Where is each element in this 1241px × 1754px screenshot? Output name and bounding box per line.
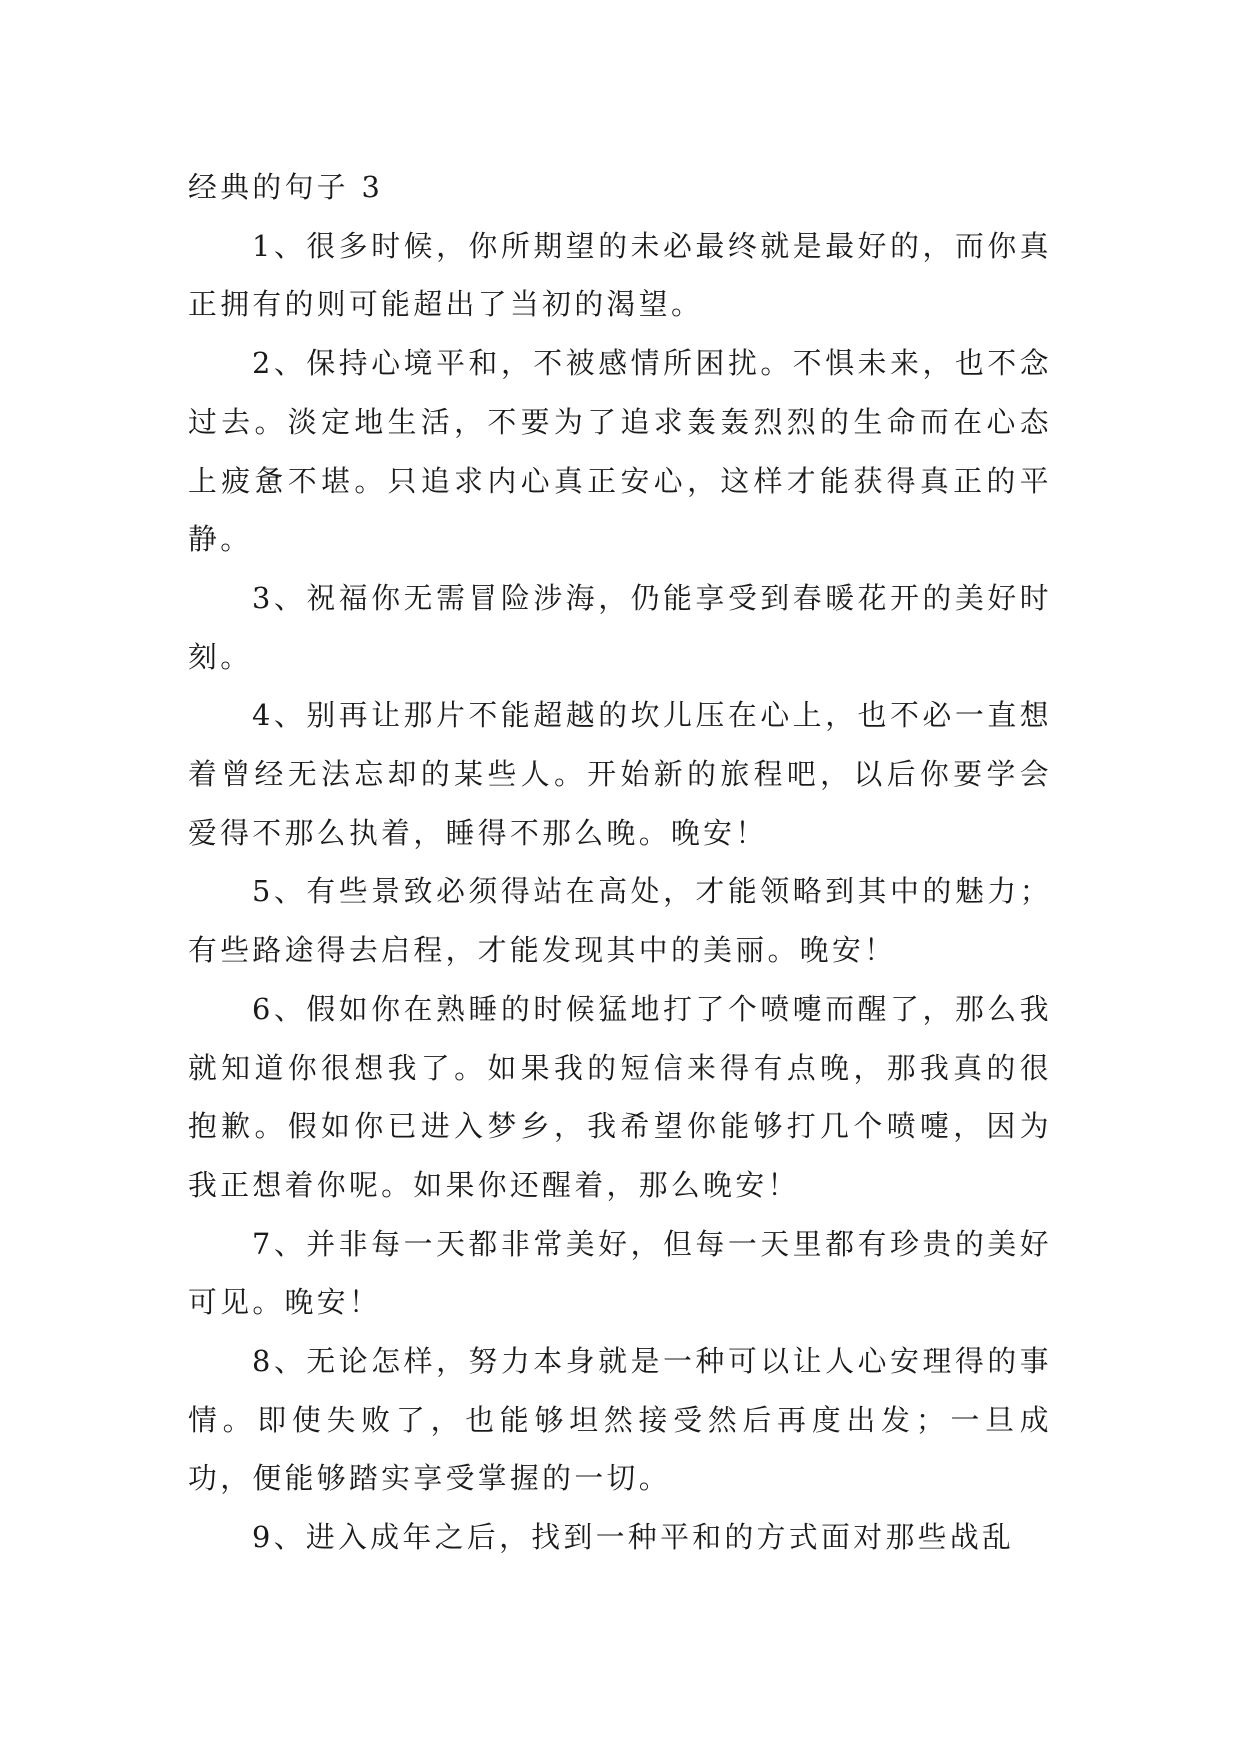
paragraph-3: 3、祝福你无需冒险涉海，仍能享受到春暖花开的美好时刻。 [188,580,1052,674]
paragraph-6: 6、假如你在熟睡的时候猛地打了个喷嚏而醒了，那么我就知道你很想我了。如果我的短信来得有点晚，那我真的很抱歉。假如你已进入梦乡，我希望你能够打几个喷嚏，因为我正想着你呢。如果你还醒着，那么晚安！ [188,991,1052,1202]
paragraph-9: 9、进入成年之后，找到一种平和的方式面对那些战乱 [252,1520,1015,1555]
document-body [188,158,1052,1567]
paragraph-8: 8、无论怎样，努力本身就是一种可以让人心安理得的事情。即使失败了，也能够坦然接受然后再度出发；一旦成功，便能够踏实享受掌握的一切。 [188,1344,1052,1496]
paragraph-7: 7、并非每一天都非常美好，但每一天里都有珍贵的美好可见。晚安！ [188,1226,1052,1320]
paragraph-2: 2、保持心境平和，不被感情所困扰。不惧未来，也不念过去。淡定地生活，不要为了追求轰轰烈烈的生命而在心态上疲惫不堪。只追求内心真正安心，这样才能获得真正的平静。 [188,346,1052,557]
paragraph-1: 1、很多时候，你所期望的未必最终就是最好的，而你真正拥有的则可能超出了当初的渴望。 [188,228,1052,322]
document-title: 经典的句子 3 [188,170,384,204]
paragraph-5: 5、有些景致必须得站在高处，才能领略到其中的魅力；有些路途得去启程，才能发现其中的美丽。晚安！ [188,874,1052,968]
paragraph-4: 4、别再让那片不能超越的坎儿压在心上，也不必一直想着曾经无法忘却的某些人。开始新的旅程吧，以后你要学会爱得不那么执着，睡得不那么晚。晚安！ [188,698,1052,850]
